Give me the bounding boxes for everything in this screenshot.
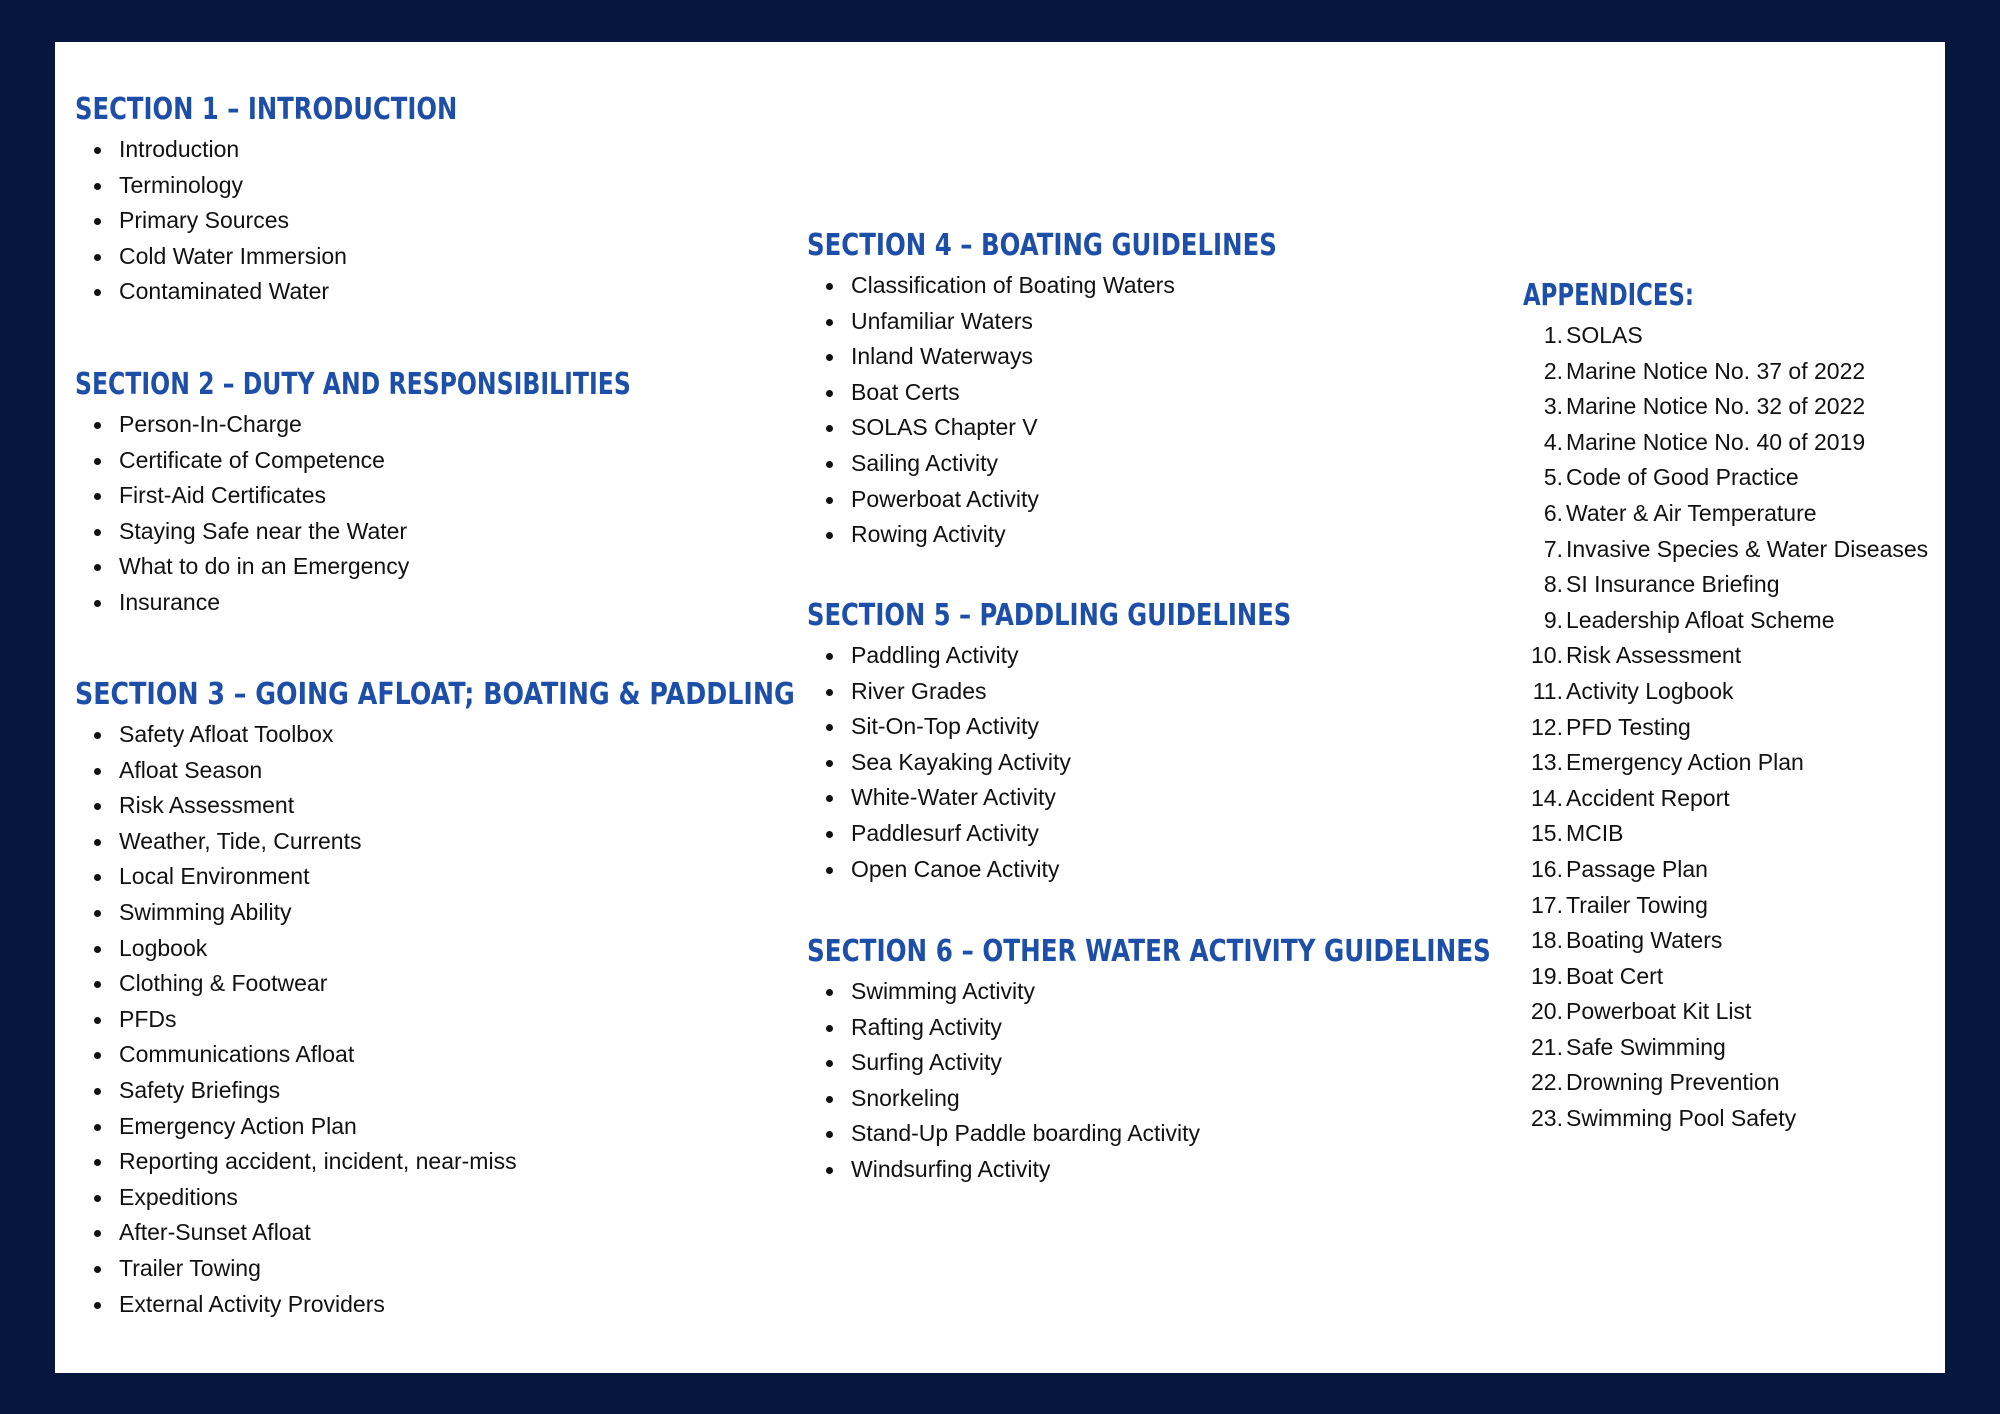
bullet-icon <box>94 946 101 953</box>
list-item-label: Emergency Action Plan <box>119 1112 357 1139</box>
appendix-number: 22. <box>1531 1069 1563 1096</box>
list-item <box>75 788 928 824</box>
list-item-label: Weather, Tide, Currents <box>119 827 362 854</box>
list-item <box>807 852 1406 888</box>
bullet-icon <box>826 497 833 504</box>
appendix-label: Trailer Towing <box>1566 891 1708 918</box>
list-item-label: Surfing Activity <box>851 1049 1002 1076</box>
appendix-item <box>1523 710 1928 746</box>
bullet-icon <box>94 422 101 429</box>
list-item <box>75 859 928 895</box>
list-item <box>807 709 1406 745</box>
list-item <box>807 446 1384 482</box>
list-item <box>75 1037 928 1073</box>
appendix-number: 11. <box>1532 677 1563 704</box>
list-item <box>75 239 547 275</box>
bullet-icon <box>94 564 101 571</box>
document-page <box>55 42 1945 1373</box>
appendix-item <box>1523 460 1928 496</box>
bullet-icon <box>826 1167 833 1174</box>
appendix-number: 19. <box>1531 962 1563 989</box>
list-item-label: Expeditions <box>119 1183 238 1210</box>
list-item-label: Boat Certs <box>851 378 960 405</box>
list-item <box>75 1002 928 1038</box>
list-item <box>75 717 928 753</box>
list-item-label: Rafting Activity <box>851 1013 1002 1040</box>
appendix-item <box>1523 354 1928 390</box>
appendix-item <box>1523 532 1928 568</box>
appendix-item <box>1523 638 1928 674</box>
list-item-label: Insurance <box>119 588 221 615</box>
list-item <box>75 168 547 204</box>
list-item-label: Staying Safe near the Water <box>119 517 408 544</box>
list-item-label: Sit-On-Top Activity <box>851 713 1039 740</box>
appendix-number: 4. <box>1543 428 1563 455</box>
appendix-label: Emergency Action Plan <box>1566 749 1804 776</box>
appendix-label: Marine Notice No. 37 of 2022 <box>1566 357 1866 384</box>
section-4-list <box>807 268 1384 553</box>
list-item <box>75 1287 928 1323</box>
appendix-label: Marine Notice No. 40 of 2019 <box>1566 428 1866 455</box>
section-1-list <box>75 132 547 310</box>
section-2 <box>75 365 783 621</box>
list-item <box>75 203 547 239</box>
list-item-label: Safety Briefings <box>119 1076 281 1103</box>
appendix-label: PFD Testing <box>1566 713 1691 740</box>
list-item-label: Open Canoe Activity <box>851 855 1060 882</box>
list-item <box>807 974 1640 1010</box>
list-item-label: PFDs <box>119 1005 177 1032</box>
appendix-item <box>1523 318 1928 354</box>
list-item <box>75 1109 928 1145</box>
list-item <box>75 895 928 931</box>
appendix-number: 8. <box>1543 571 1563 598</box>
bullet-icon <box>94 183 101 190</box>
list-item-label: Swimming Ability <box>119 898 292 925</box>
appendix-number: 5. <box>1543 464 1563 491</box>
bullet-icon <box>826 989 833 996</box>
appendix-item <box>1523 567 1928 603</box>
list-item <box>75 824 928 860</box>
list-item-label: Classification of Boating Waters <box>851 272 1175 298</box>
section-6-heading: SECTION 6 – OTHER WATER ACTIVITY GUIDELINES <box>807 934 1491 969</box>
bullet-icon <box>826 760 833 767</box>
appendix-number: 23. <box>1531 1105 1563 1132</box>
list-item-label: Contaminated Water <box>119 278 330 305</box>
appendix-label: Leadership Afloat Scheme <box>1566 606 1835 633</box>
list-item-label: Inland Waterways <box>851 343 1033 370</box>
list-item <box>807 517 1384 553</box>
bullet-icon <box>94 600 101 607</box>
appendix-label: Swimming Pool Safety <box>1566 1105 1797 1132</box>
bullet-icon <box>826 461 833 468</box>
list-item <box>807 1010 1640 1046</box>
bullet-icon <box>94 1195 101 1202</box>
bullet-icon <box>826 653 833 660</box>
appendix-label: Boating Waters <box>1566 927 1723 954</box>
appendix-item <box>1523 1030 1928 1066</box>
bullet-icon <box>826 1096 833 1103</box>
bullet-icon <box>94 1159 101 1166</box>
section-3 <box>75 675 928 1322</box>
list-item-label: SOLAS Chapter V <box>851 414 1038 441</box>
appendix-item <box>1523 888 1928 924</box>
list-item-label: River Grades <box>851 677 987 704</box>
list-item <box>807 268 1384 304</box>
bullet-icon <box>94 1266 101 1273</box>
list-item-label: Swimming Activity <box>851 978 1036 1004</box>
bullet-icon <box>94 1124 101 1131</box>
appendix-label: Boat Cert <box>1566 962 1664 989</box>
appendix-label: Activity Logbook <box>1566 677 1734 704</box>
list-item <box>75 931 928 967</box>
list-item <box>75 274 547 310</box>
list-item <box>75 407 783 443</box>
section-1-heading: SECTION 1 – INTRODUCTION <box>75 92 458 127</box>
list-item <box>75 132 547 168</box>
appendices-heading: APPENDICES: <box>1523 278 1694 313</box>
bullet-icon <box>94 1088 101 1095</box>
list-item <box>75 549 783 585</box>
appendix-label: Marine Notice No. 32 of 2022 <box>1566 393 1866 420</box>
bullet-icon <box>826 1131 833 1138</box>
bullet-icon <box>94 1302 101 1309</box>
list-item-label: Certificate of Competence <box>119 446 385 473</box>
appendix-number: 15. <box>1531 820 1563 847</box>
appendix-item <box>1523 389 1928 425</box>
appendix-item <box>1523 816 1928 852</box>
bullet-icon <box>826 532 833 539</box>
appendix-number: 12. <box>1531 713 1563 740</box>
list-item-label: Sea Kayaking Activity <box>851 748 1071 775</box>
list-item <box>807 1045 1640 1081</box>
list-item-label: Introduction <box>119 136 240 162</box>
appendices-list <box>1523 318 1928 1137</box>
list-item-label: Stand-Up Paddle boarding Activity <box>851 1120 1201 1147</box>
list-item <box>807 638 1406 674</box>
list-item <box>807 482 1384 518</box>
appendix-label: Safe Swimming <box>1566 1033 1726 1060</box>
list-item-label: Clothing & Footwear <box>119 970 328 997</box>
list-item-label: Paddling Activity <box>851 642 1019 668</box>
bullet-icon <box>826 354 833 361</box>
appendix-item <box>1523 852 1928 888</box>
appendix-number: 18. <box>1531 927 1563 954</box>
appendix-number: 1. <box>1543 322 1563 348</box>
bullet-icon <box>826 425 833 432</box>
list-item <box>807 674 1406 710</box>
appendix-label: Drowning Prevention <box>1566 1069 1780 1096</box>
section-5 <box>807 596 1406 887</box>
list-item <box>807 339 1384 375</box>
list-item <box>807 304 1384 340</box>
bullet-icon <box>94 218 101 225</box>
list-item-label: Powerboat Activity <box>851 485 1039 512</box>
list-item <box>807 1081 1640 1117</box>
appendix-label: Code of Good Practice <box>1566 464 1799 491</box>
bullet-icon <box>826 283 833 290</box>
appendix-item <box>1523 674 1928 710</box>
bullet-icon <box>94 147 101 154</box>
appendix-label: Passage Plan <box>1566 855 1708 882</box>
list-item <box>807 780 1406 816</box>
list-item-label: Primary Sources <box>119 207 289 234</box>
list-item-label: Cold Water Immersion <box>119 242 347 269</box>
list-item-label: After-Sunset Afloat <box>119 1219 311 1246</box>
appendix-label: Accident Report <box>1566 784 1730 811</box>
list-item <box>807 816 1406 852</box>
section-3-list <box>75 717 928 1322</box>
list-item-label: What to do in an Emergency <box>119 553 410 580</box>
appendix-number: 6. <box>1543 499 1563 526</box>
bullet-icon <box>94 803 101 810</box>
list-item-label: Local Environment <box>119 863 310 890</box>
bullet-icon <box>94 1052 101 1059</box>
section-4-heading: SECTION 4 – BOATING GUIDELINES <box>807 228 1277 263</box>
appendix-number: 10. <box>1531 642 1563 669</box>
appendix-label: SI Insurance Briefing <box>1566 571 1780 598</box>
list-item <box>75 1073 928 1109</box>
bullet-icon <box>826 689 833 696</box>
appendix-label: Powerboat Kit List <box>1566 998 1752 1025</box>
list-item-label: Safety Afloat Toolbox <box>119 721 334 747</box>
list-item-label: Terminology <box>119 171 243 198</box>
list-item <box>75 1251 928 1287</box>
list-item <box>75 478 783 514</box>
appendix-number: 9. <box>1543 606 1563 633</box>
section-1 <box>75 90 547 310</box>
appendix-label: SOLAS <box>1566 322 1643 348</box>
list-item-label: Logbook <box>119 934 208 961</box>
appendix-item <box>1523 425 1928 461</box>
bullet-icon <box>826 795 833 802</box>
list-item-label: Snorkeling <box>851 1084 960 1111</box>
bullet-icon <box>94 1017 101 1024</box>
list-item-label: Reporting accident, incident, near-miss <box>119 1148 517 1175</box>
appendix-number: 7. <box>1543 535 1563 562</box>
section-5-list <box>807 638 1406 887</box>
list-item-label: White-Water Activity <box>851 784 1056 811</box>
bullet-icon <box>94 839 101 846</box>
bullet-icon <box>826 1025 833 1032</box>
bullet-icon <box>94 289 101 296</box>
appendix-number: 17. <box>1531 891 1563 918</box>
list-item-label: Risk Assessment <box>119 792 295 819</box>
list-item <box>807 375 1384 411</box>
bullet-icon <box>826 319 833 326</box>
appendix-number: 21. <box>1531 1033 1563 1060</box>
list-item <box>807 410 1384 446</box>
bullet-icon <box>94 254 101 261</box>
section-5-heading: SECTION 5 – PADDLING GUIDELINES <box>807 598 1292 633</box>
bullet-icon <box>94 1230 101 1237</box>
list-item <box>75 1144 928 1180</box>
list-item-label: External Activity Providers <box>119 1290 385 1317</box>
bullet-icon <box>94 981 101 988</box>
appendix-item <box>1523 959 1928 995</box>
appendix-label: Invasive Species & Water Diseases <box>1566 535 1929 562</box>
section-6 <box>807 932 1640 1188</box>
appendix-item <box>1523 603 1928 639</box>
appendix-item <box>1523 1065 1928 1101</box>
section-4 <box>807 226 1384 553</box>
list-item-label: First-Aid Certificates <box>119 482 327 509</box>
appendix-number: 3. <box>1543 393 1563 420</box>
list-item <box>75 443 783 479</box>
appendix-label: Water & Air Temperature <box>1566 499 1817 526</box>
bullet-icon <box>826 390 833 397</box>
appendix-number: 20. <box>1531 998 1563 1025</box>
appendix-item <box>1523 745 1928 781</box>
list-item <box>75 514 783 550</box>
bullet-icon <box>94 910 101 917</box>
list-item-label: Rowing Activity <box>851 521 1006 548</box>
list-item-label: Communications Afloat <box>119 1041 355 1068</box>
section-2-list <box>75 407 783 621</box>
appendix-item <box>1523 1101 1928 1137</box>
bullet-icon <box>826 1060 833 1067</box>
bullet-icon <box>826 831 833 838</box>
appendix-item <box>1523 923 1928 959</box>
list-item-label: Trailer Towing <box>119 1254 261 1281</box>
bullet-icon <box>94 493 101 500</box>
appendix-item <box>1523 781 1928 817</box>
section-3-heading: SECTION 3 – GOING AFLOAT; BOATING & PADDLING <box>75 677 795 712</box>
bullet-icon <box>94 458 101 465</box>
bullet-icon <box>94 529 101 536</box>
list-item <box>75 966 928 1002</box>
list-item <box>75 753 928 789</box>
section-6-list <box>807 974 1640 1188</box>
list-item <box>807 1152 1640 1188</box>
list-item <box>807 1116 1640 1152</box>
bullet-icon <box>94 768 101 775</box>
appendices <box>1523 276 1928 1137</box>
section-2-heading: SECTION 2 – DUTY AND RESPONSIBILITIES <box>75 367 631 402</box>
list-item-label: Person-In-Charge <box>119 411 302 437</box>
appendix-number: 2. <box>1543 357 1563 384</box>
appendix-label: Risk Assessment <box>1566 642 1742 669</box>
bullet-icon <box>94 732 101 739</box>
list-item <box>807 745 1406 781</box>
bullet-icon <box>94 874 101 881</box>
list-item <box>75 1215 928 1251</box>
list-item-label: Sailing Activity <box>851 449 999 476</box>
list-item-label: Windsurfing Activity <box>851 1155 1051 1182</box>
appendix-label: MCIB <box>1566 820 1624 847</box>
appendix-number: 16. <box>1531 855 1563 882</box>
appendix-item <box>1523 496 1928 532</box>
bullet-icon <box>826 724 833 731</box>
appendix-item <box>1523 994 1928 1030</box>
bullet-icon <box>826 867 833 874</box>
list-item <box>75 585 783 621</box>
list-item-label: Unfamiliar Waters <box>851 307 1033 334</box>
list-item-label: Paddlesurf Activity <box>851 819 1039 846</box>
list-item <box>75 1180 928 1216</box>
appendix-number: 14. <box>1531 784 1563 811</box>
list-item-label: Afloat Season <box>119 756 263 783</box>
appendix-number: 13. <box>1531 749 1563 776</box>
